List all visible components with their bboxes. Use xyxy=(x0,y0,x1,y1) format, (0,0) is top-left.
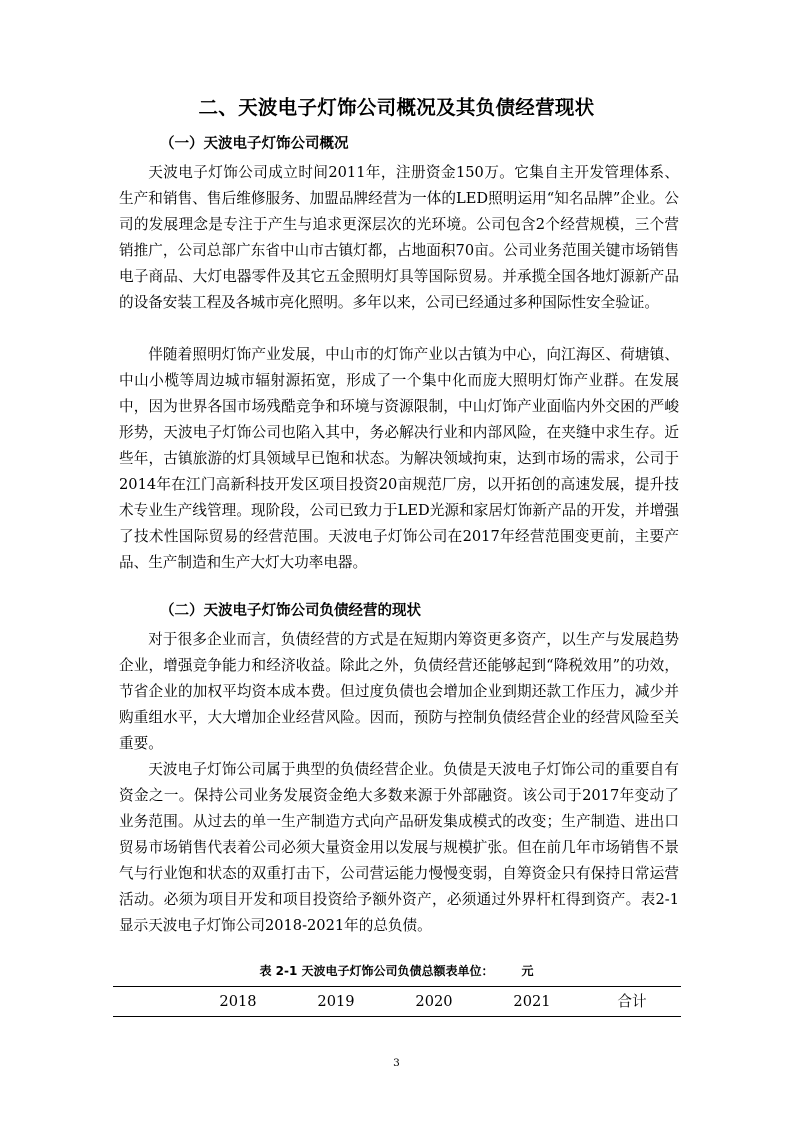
section-1-paragraph-1: 天波电子灯饰公司成立时间2011年，注册资金150万。它集自主开发管理体系、生产和销售、售后维修服务、加盟品牌经营为一体的LED照明运用“知名品牌”企业。公司的发展理念是专注于产生与追求更深层次的光环境。公司包含2个经营规模，三个营销推广，公司总部广东省中山市古镇灯都，占地面积70亩。公司业务范围关键市场销售电子商品、大灯电器零件及其它五金照明灯具等国际贸易。并承揽全国各地灯源新产品的设备安装工程及各城市亮化照明。多年以来，公司已经通过多种国际性安全验证。 xyxy=(119,164,679,311)
section-1-paragraph-2: 伴随着照明灯饰产业发展，中山市的灯饰产业以古镇为中心，向江海区、荷塘镇、中山小榄等周边城市辐射源拓宽，形成了一个集中化而庞大照明灯饰产业群。在发展中，因为世界各国市场残酷竞争和环境与资源限制，中山灯饰产业面临内外交困的严峻形势，天波电子灯饰公司也陷入其中，务必解决行业和内部风险，在夹缝中求生存。近些年，古镇旅游的灯具领域早已饱和状态。为解决领域拘束，达到市场的需求，公司于2014年在江门高新科技开发区项目投资20亩规范厂房，以开拓创的高速发展，提升技术专业生产线管理。现阶段，公司已致力于LED光源和家居灯饰新产品的开发，并增强了技术性国际贸易的经营范围。天波电子灯饰公司在2017年经营范围变更前，主要产品、生产制造和生产大灯大功率电器。 xyxy=(119,346,679,571)
table-unit: 元 xyxy=(521,964,534,978)
table-caption xyxy=(0,962,793,980)
table-header-cell: 2021 xyxy=(513,993,551,1010)
section-2-paragraph-1: 对于很多企业而言，负债经营的方式是在短期内筹资更多资产，以生产与发展趋势企业，增强竞争能力和经济收益。除此之外，负债经营还能够起到“降税效用”的功效，节省企业的加权平均资本成本费。但过度负债也会增加企业到期还款工作压力，减少并购重组水平，大大增加企业经营风险。因而，预防与控制负债经营企业的经营风险至关重要。 xyxy=(119,631,679,752)
table-header-cell: 2019 xyxy=(317,993,355,1010)
page-title: 二、天波电子灯饰公司概况及其负债经营现状 xyxy=(198,96,595,119)
table-caption-text: 表 2-1 天波电子灯饰公司负债总额表单位： xyxy=(259,964,494,978)
table-header-cell: 合计 xyxy=(617,993,647,1010)
page-number: 3 xyxy=(393,1057,400,1069)
table-header-cell: 2020 xyxy=(415,993,453,1010)
section-2-heading: （二）天波电子灯饰公司负债经营的现状 xyxy=(160,603,421,619)
table-header-cell: 2018 xyxy=(219,993,257,1010)
table-header-row xyxy=(113,990,681,1014)
section-2-paragraph-2: 天波电子灯饰公司属于典型的负债经营企业。负债是天波电子灯饰公司的重要自有资金之一。保持公司业务发展资金绝大多数来源于外部融资。该公司于2017年变动了业务范围。从过去的单一生产制造方式向产品研发集成模式的改变；生产制造、进出口贸易市场销售代表着公司必须大量资金用以发展与规模扩张。但在前几年市场销售不景气与行业饱和状态的双重打击下，公司营运能力慢慢变弱，自筹资金只有保持日常运营活动。必须为项目开发和项目投资给予额外资产，必须通过外界杆杠得到资产。表2-1显示天波电子灯饰公司2018-2021年的总负债。 xyxy=(119,761,679,934)
section-1-heading: （一）天波电子灯饰公司概况 xyxy=(160,136,349,152)
table-header-rule xyxy=(113,1016,681,1017)
table-top-rule xyxy=(113,986,681,987)
